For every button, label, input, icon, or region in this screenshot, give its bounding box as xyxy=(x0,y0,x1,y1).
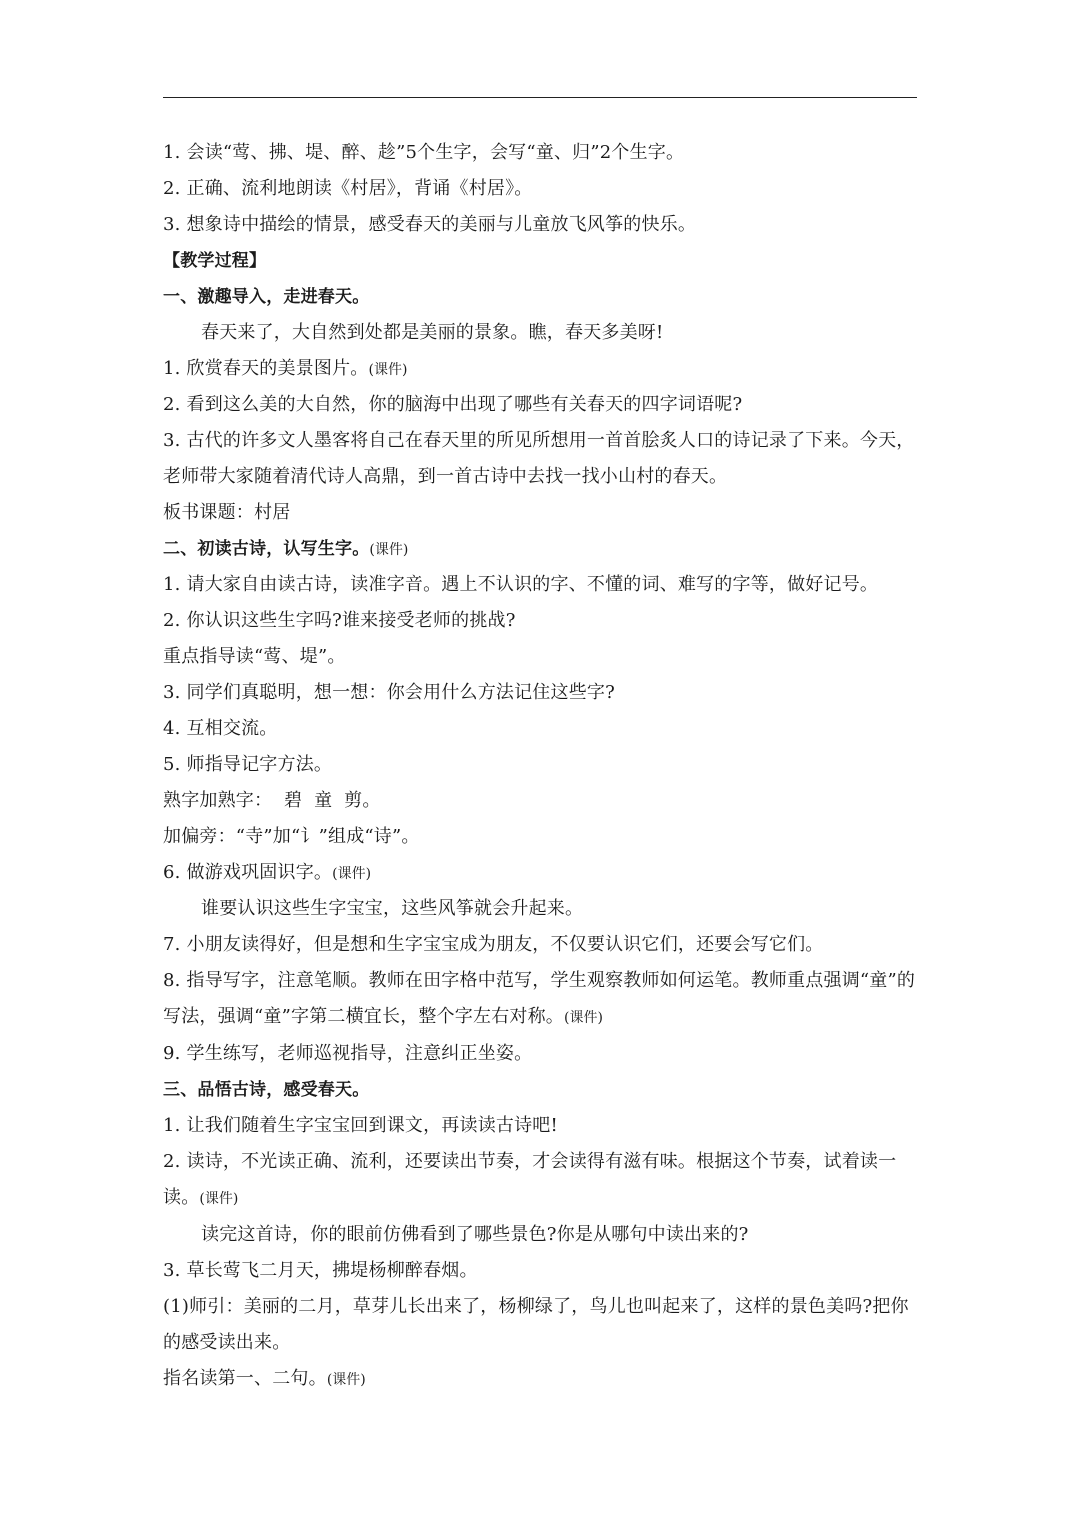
section2-item3: 3. 同学们真聪明，想一想：你会用什么方法记住这些字? xyxy=(163,682,615,703)
section2-item2: 2. 你认识这些生字吗?谁来接受老师的挑战? xyxy=(163,610,516,631)
section3-named xyxy=(163,1361,923,1397)
section2-game: 谁要认识这些生字宝宝，这些风筝就会升起来。 xyxy=(201,898,584,919)
document-body xyxy=(163,135,923,1397)
section2-item7: 7. 小朋友读得好，但是想和生字宝宝成为朋友，不仅要认识它们，还要会写它们。 xyxy=(163,934,824,955)
section2-heading: 二、初读古诗，认写生字。 xyxy=(163,539,370,559)
section2-item9: 9. 学生练写，老师巡视指导，注意纠正坐姿。 xyxy=(163,1043,533,1064)
section3-heading: 三、品悟古诗，感受春天。 xyxy=(163,1080,370,1100)
section3-named-note: (课件) xyxy=(326,1372,366,1388)
section2-focus: 重点指导读“莺、堤”。 xyxy=(163,646,346,667)
header-rule xyxy=(163,97,917,98)
section2-item6-note: (课件) xyxy=(332,866,372,882)
section2-method1: 熟字加熟字： 碧 童 剪。 xyxy=(163,790,381,811)
section3-item3: 3. 草长莺飞二月天，拂堤杨柳醉春烟。 xyxy=(163,1260,478,1281)
section2-item8-text: 8. 指导写字，注意笔顺。教师在田字格中范写，学生观察教师如何运笔。教师重点强调“童”的写法，强调“童”字第二横宜长，整个字左右对称。 xyxy=(163,970,916,1027)
section1-board: 板书课题：村居 xyxy=(163,502,291,523)
section3-question: 读完这首诗，你的眼前仿佛看到了哪些景色?你是从哪句中读出来的? xyxy=(201,1224,749,1245)
section1-intro: 春天来了，大自然到处都是美丽的景象。瞧，春天多美呀! xyxy=(201,322,664,343)
section2-method2: 加偏旁：“寺”加“讠”组成“诗”。 xyxy=(163,826,420,847)
section1-item1-text: 1. 欣赏春天的美景图片。 xyxy=(163,358,369,379)
section2-heading-note: (课件) xyxy=(369,542,409,558)
section3-named-text: 指名读第一、二句。 xyxy=(163,1368,327,1389)
section3-item2 xyxy=(163,1144,923,1217)
section1-item2: 2. 看到这么美的大自然，你的脑海中出现了哪些有关春天的四字词语呢? xyxy=(163,394,743,415)
objective-1: 1. 会读“莺、拂、堤、醉、趁”5个生字，会写“童、归”2个生字。 xyxy=(163,142,685,163)
section3-item2-text: 2. 读诗，不光读正确、流利，还要读出节奏，才会读得有滋有味。根据这个节奏，试着读一读。 xyxy=(163,1151,897,1208)
section1-item1 xyxy=(163,351,923,387)
section2-item6-text: 6. 做游戏巩固识字。 xyxy=(163,862,333,883)
process-heading: 【教学过程】 xyxy=(163,251,267,271)
section1-heading: 一、激趣导入，走进春天。 xyxy=(163,287,370,307)
section3-item2-note: (课件) xyxy=(199,1191,239,1207)
section2-item6 xyxy=(163,855,923,891)
section2-item5: 5. 师指导记字方法。 xyxy=(163,754,333,775)
objective-2: 2. 正确、流利地朗读《村居》，背诵《村居》。 xyxy=(163,178,533,199)
section1-item1-note: (课件) xyxy=(368,362,408,378)
section1-item3: 3. 古代的许多文人墨客将自己在春天里的所见所想用一首首脍炙人口的诗记录了下来。今天，老师带大家随着清代诗人高鼎，到一首古诗中去找一找小山村的春天。 xyxy=(163,430,915,487)
section2-heading-line xyxy=(163,531,923,567)
section3-sub1: (1)师引：美丽的二月，草芽儿长出来了，杨柳绿了，鸟儿也叫起来了，这样的景色美吗?把你的感受读出来。 xyxy=(163,1296,909,1353)
objective-3: 3. 想象诗中描绘的情景，感受春天的美丽与儿童放飞风筝的快乐。 xyxy=(163,214,697,235)
section2-item8-note: (课件) xyxy=(564,1010,603,1026)
section2-item1: 1. 请大家自由读古诗，读准字音。遇上不认识的字、不懂的词、难写的字等，做好记号。 xyxy=(163,574,879,595)
section2-item4: 4. 互相交流。 xyxy=(163,718,278,739)
section2-item8 xyxy=(163,963,923,1036)
section3-item1: 1. 让我们随着生字宝宝回到课文，再读读古诗吧! xyxy=(163,1115,558,1136)
